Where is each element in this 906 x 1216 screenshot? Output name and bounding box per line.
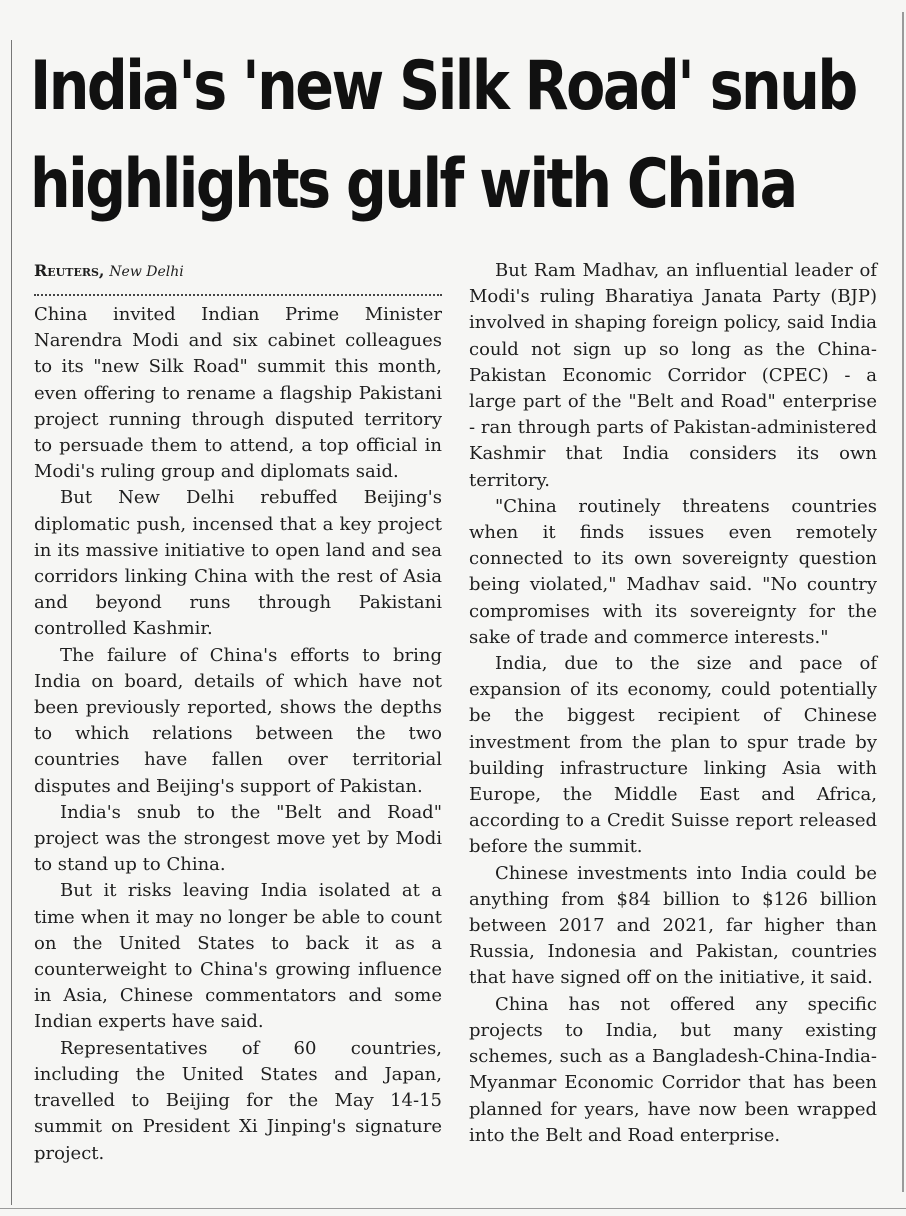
paragraph: Representatives of 60 countries, including the United States and Japan, travelled to Beijing for the May 14-15 summit on President Xi Jinping's signature project. [34, 1037, 442, 1164]
paragraph: China invited Indian Prime Minister Narendra Modi and six cabinet colleagues to its "new Silk Road" summit this month, even offering to rename a flagship Pakistani project running through disputed territory to persuade them to attend, a top official in Modi's ruling group and diplomats said. [34, 304, 442, 483]
paragraph: But New Delhi rebuffed Beijing's diplomatic push, incensed that a key project in its massive initiative to open land and sea corridors linking China with the rest of Asia and beyond runs through Pakistani controlled Kashmir. [34, 487, 442, 640]
byline-place: New Delhi [109, 264, 184, 280]
byline [34, 258, 442, 284]
paragraph: China has not offered any specific projects to India, but many existing schemes, such as a Bangladesh-China-India-Myanmar Economic Corridor that has been planned for years, have now been wrapped into the Belt and Road enterprise. [469, 993, 877, 1146]
paragraph: India, due to the size and pace of expansion of its economy, could potentially be the biggest recipient of Chinese investment from the plan to spur trade by building infrastructure linking Asia with Europe, the Middle East and Africa, according to a Credit Suisse report released before the summit. [469, 653, 877, 858]
headline-line-2: highlights gulf with China [30, 145, 796, 224]
left-column [34, 258, 442, 1167]
paragraph: But it risks leaving India isolated at a time when it may no longer be able to count on the United States to back it as a counterweight to China's growing influence in Asia, Chinese commentators and some Indian experts have said. [34, 880, 442, 1033]
paragraph: The failure of China's efforts to bring India on board, details of which have not been previously reported, shows the depths to which relations between the two countries have fallen over territorial disputes and Beijing's support of Pakistan. [34, 644, 442, 797]
paragraph: But Ram Madhav, an influential leader of Modi's ruling Bharatiya Janata Party (BJP) involved in shaping foreign policy, said India could not sign up so long as the China-Pakistan Economic Corridor (CPEC) - a large part of the "Belt and Road" enterprise - ran through parts of Pakistan-administered Kashmir that India considers its own territory. [469, 260, 877, 491]
left-column-rule [11, 40, 12, 1205]
paragraph: Chinese investments into India could be anything from $84 billion to $126 billion between 2017 and 2021, far higher than Russia, Indonesia and Pakistan, countries that have signed off on the initiative, it said. [469, 862, 877, 989]
headline [30, 38, 856, 234]
byline-divider [34, 294, 442, 296]
headline-line-1: India's 'new Silk Road' snub [30, 47, 856, 126]
paragraph: India's snub to the "Belt and Road" project was the strongest move yet by Modi to stand up to China. [34, 801, 442, 876]
right-column [469, 258, 877, 1149]
bottom-edge-rule [0, 1208, 906, 1209]
byline-agency: Reuters, [34, 261, 105, 280]
right-edge-rule [902, 12, 904, 1192]
paragraph: "China routinely threatens countries when it finds issues even remotely connected to its own sovereignty question being violated," Madhav said. "No country compromises with its sovereignty for the sake of trade and commerce interests." [469, 495, 877, 648]
